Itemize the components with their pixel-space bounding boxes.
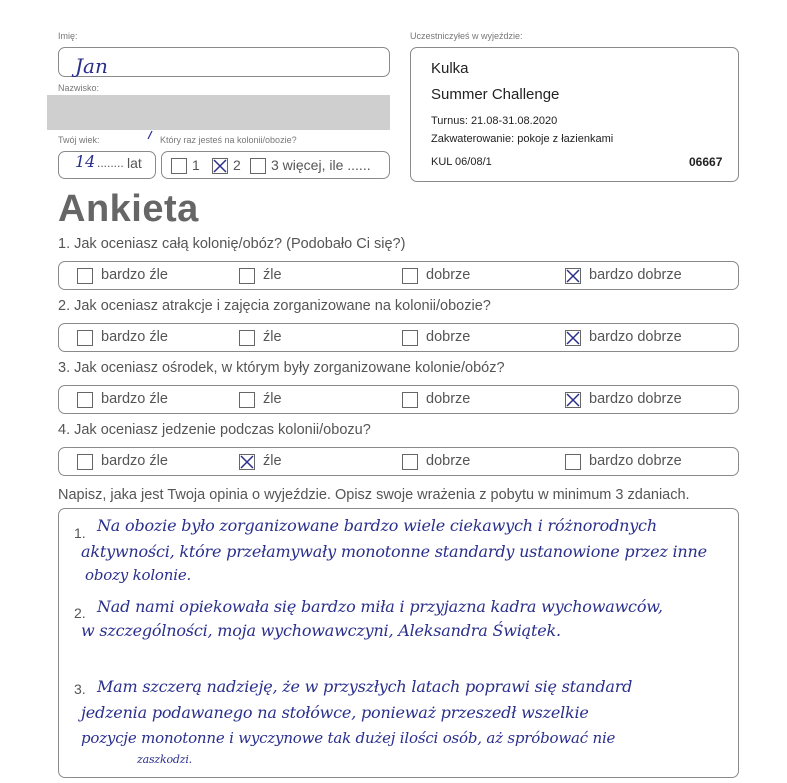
camp-turnus: Turnus: 21.08-31.08.2020 <box>431 115 558 127</box>
camp-accommodation: Zakwaterowanie: pokoje z łazienkami <box>431 133 614 145</box>
times-option-3-label: 3 więcej, ile ...... <box>271 157 371 173</box>
rating-option-label: dobrze <box>426 267 471 283</box>
age-field[interactable] <box>58 151 156 179</box>
question-1-text: 1. Jak oceniasz całą kolonię/obóz? (Podobało Ci się?) <box>58 236 406 252</box>
question-2-rating <box>58 323 739 352</box>
check-x-icon <box>565 392 581 408</box>
times-field <box>161 151 390 179</box>
age-value: 14 <box>75 152 96 171</box>
camp-info-box <box>410 47 739 182</box>
surname-redacted-field <box>47 95 390 130</box>
survey-title: Ankieta <box>58 188 199 230</box>
check-x-icon <box>565 330 581 346</box>
age-dots: ........ <box>97 156 124 170</box>
rating-checkbox[interactable] <box>402 330 418 346</box>
times-checkbox-2[interactable] <box>212 158 228 174</box>
rating-option-label: bardzo dobrze <box>589 391 682 407</box>
opinion-text-area[interactable] <box>58 508 739 778</box>
rating-option-label: źle <box>263 453 282 469</box>
rating-option-label: bardzo źle <box>101 329 168 345</box>
times-option-1-label: 1 <box>192 157 200 173</box>
opinion-prompt: Napisz, jaka jest Twoja opinia o wyjeździe. Opisz swoje wrażenia z pobytu w minimum 3 zdaniach. <box>58 487 690 503</box>
check-x-icon <box>212 158 228 174</box>
times-option-2-label: 2 <box>233 157 241 173</box>
check-x-icon <box>565 268 581 284</box>
camp-name: Kulka <box>431 60 469 77</box>
check-x-icon <box>239 454 255 470</box>
answer-line: Mam szczerą nadzieję, że w przyszłych latach poprawi się standard <box>97 677 633 696</box>
camp-number: 06667 <box>689 155 723 169</box>
rating-option-label: dobrze <box>426 329 471 345</box>
pen-tick-mark <box>146 130 154 140</box>
rating-checkbox[interactable] <box>565 330 581 346</box>
rating-checkbox[interactable] <box>239 268 255 284</box>
question-3-text: 3. Jak oceniasz ośrodek, w którym były zorganizowane kolonie/obóz? <box>58 360 505 376</box>
rating-checkbox[interactable] <box>402 268 418 284</box>
rating-option-label: dobrze <box>426 391 471 407</box>
answer-line: Nad nami opiekowała się bardzo miła i przyjazna kadra wychowawców, <box>97 597 663 616</box>
rating-option-label: bardzo dobrze <box>589 267 682 283</box>
rating-option-label: źle <box>263 329 282 345</box>
rating-option-label: bardzo dobrze <box>589 329 682 345</box>
surname-label: Nazwisko: <box>58 83 100 93</box>
question-2-text: 2. Jak oceniasz atrakcje i zajęcia zorganizowane na kolonii/obozie? <box>58 298 491 314</box>
rating-checkbox[interactable] <box>77 454 93 470</box>
rating-option-label: bardzo źle <box>101 267 168 283</box>
times-checkbox-3[interactable] <box>250 158 266 174</box>
rating-checkbox[interactable] <box>239 454 255 470</box>
rating-checkbox[interactable] <box>565 392 581 408</box>
answer-line: Na obozie było zorganizowane bardzo wiele ciekawych i różnorodnych <box>97 516 657 535</box>
name-value: Jan <box>75 54 108 78</box>
question-3-rating <box>58 385 739 414</box>
answer-line: aktywności, które przełamywały monotonne standardy ustanowione przez inne <box>81 542 707 561</box>
camp-label: Uczestniczyłeś w wyjeździe: <box>410 31 523 41</box>
answer-line: pozycje monotonne i wyczynowe tak dużej ilości osób, aż spróbować nie <box>81 729 616 747</box>
answer-line: obozy kolonie. <box>85 566 192 584</box>
rating-checkbox[interactable] <box>239 330 255 346</box>
rating-checkbox[interactable] <box>239 392 255 408</box>
rating-checkbox[interactable] <box>77 392 93 408</box>
answer-number-2: 2. <box>74 605 86 621</box>
rating-checkbox[interactable] <box>77 268 93 284</box>
rating-option-label: bardzo źle <box>101 391 168 407</box>
answer-number-1: 1. <box>74 525 86 541</box>
question-1-rating <box>58 261 739 290</box>
times-label: Który raz jesteś na kolonii/obozie? <box>160 135 297 145</box>
rating-option-label: dobrze <box>426 453 471 469</box>
rating-checkbox[interactable] <box>402 392 418 408</box>
rating-option-label: bardzo dobrze <box>589 453 682 469</box>
age-unit: lat <box>127 155 142 171</box>
rating-checkbox[interactable] <box>565 454 581 470</box>
question-4-text: 4. Jak oceniasz jedzenie podczas kolonii/obozu? <box>58 422 371 438</box>
name-label: Imię: <box>58 31 78 41</box>
rating-option-label: bardzo źle <box>101 453 168 469</box>
camp-program: Summer Challenge <box>431 86 560 103</box>
times-checkbox-1[interactable] <box>171 158 187 174</box>
age-label: Twój wiek: <box>58 135 100 145</box>
rating-checkbox[interactable] <box>402 454 418 470</box>
answer-line: w szczególności, moja wychowawczyni, Aleksandra Świątek. <box>81 621 561 640</box>
name-field[interactable] <box>58 47 390 77</box>
rating-option-label: źle <box>263 391 282 407</box>
answer-number-3: 3. <box>74 681 86 697</box>
rating-checkbox[interactable] <box>565 268 581 284</box>
camp-code: KUL 06/08/1 <box>431 156 492 168</box>
question-4-rating <box>58 447 739 476</box>
answer-line: jedzenia podawanego na stołówce, ponieważ przeszedł wszelkie <box>81 703 589 722</box>
rating-option-label: źle <box>263 267 282 283</box>
rating-checkbox[interactable] <box>77 330 93 346</box>
answer-line: zaszkodzi. <box>137 753 192 766</box>
